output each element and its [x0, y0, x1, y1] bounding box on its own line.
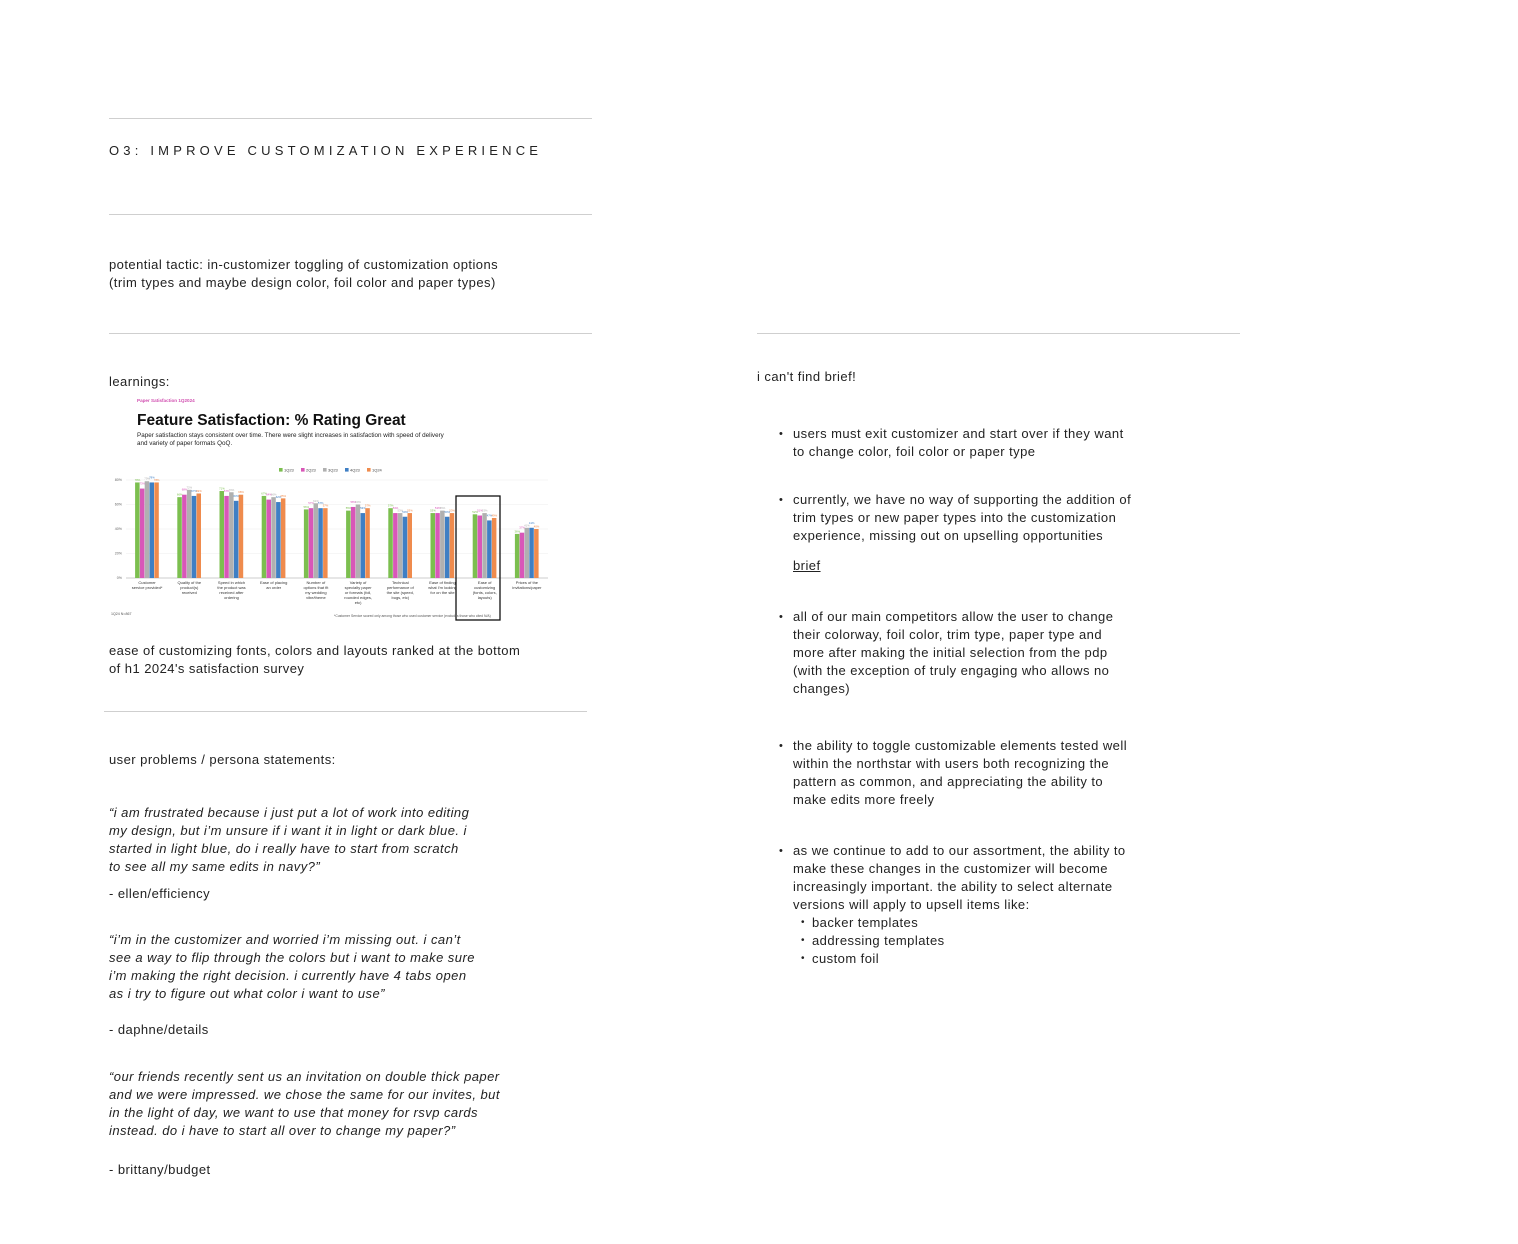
quote-author: - brittany/budget — [109, 1162, 211, 1177]
bar-value-label: 78% — [153, 477, 160, 482]
bullet-line: more after making the initial selection from the pdp — [793, 645, 1108, 660]
bullet-tested-well — [779, 737, 1199, 809]
bar — [534, 529, 539, 578]
quote-author: - daphne/details — [109, 1022, 209, 1037]
bullet-line: • currently, we have no way of supporting the addition of — [793, 492, 1132, 507]
y-tick-label: 60% — [114, 502, 122, 507]
bar-value-label: 57% — [317, 501, 324, 506]
quote-ellen — [109, 804, 579, 903]
brief-link-wrap — [793, 557, 821, 575]
bar-value-label: 57% — [322, 503, 329, 508]
bullet-line: • the ability to toggle customizable elements tested well — [793, 738, 1128, 753]
bar-value-label: 55% — [345, 506, 352, 511]
chart-kicker: Paper Satisfaction 1Q2024 — [137, 398, 195, 403]
bar-value-label: 55% — [439, 506, 446, 511]
bar-value-label: 50% — [444, 509, 451, 514]
bar-value-label: 57% — [364, 503, 371, 508]
bar — [346, 511, 351, 578]
bar-value-label: 53% — [430, 508, 436, 513]
bar-value-label: 57% — [387, 503, 394, 508]
bullet-line: pattern as common, and appreciating the ability to — [793, 774, 1104, 789]
bullet-line: trim types or new paper types into the customization — [793, 510, 1117, 525]
bar — [154, 482, 159, 578]
x-category-label: Number of options that fit my wedding vibe/theme — [303, 580, 329, 600]
x-category-label: Customer service provided* — [131, 580, 163, 590]
chart-title: Feature Satisfaction: % Rating Great — [137, 412, 406, 429]
chart-footnote: *Customer Service scored only among those who used customer service (excludes those who cited N/A) — [334, 614, 491, 618]
chart-base-note: 1Q24 N=867 — [111, 612, 132, 616]
chart-legend — [279, 467, 383, 472]
bullet-list-1 — [779, 425, 1199, 461]
bar — [187, 490, 192, 578]
quote-brittany — [109, 1068, 579, 1179]
bar-value-label: 62% — [275, 495, 282, 500]
bar — [150, 482, 155, 578]
feature-satisfaction-chart — [108, 393, 552, 623]
rule-under-heading — [109, 214, 592, 215]
bullet-line: to change color, foil color or paper type — [793, 444, 1036, 459]
bar-value-label: 70% — [228, 487, 235, 492]
problems-label: user problems / persona statements: — [109, 752, 336, 767]
bar — [267, 500, 272, 578]
bar-value-label: 47% — [486, 513, 493, 518]
bar — [229, 492, 234, 578]
y-tick-label: 0% — [116, 576, 122, 581]
bar-value-label: 67% — [223, 488, 230, 493]
bullet-line: • users must exit customizer and start over if they want — [793, 426, 1124, 441]
bullet-line: make these changes in the customizer will become — [793, 861, 1108, 876]
learnings-label: learnings: — [109, 374, 170, 389]
chart-subtitle-line-1: Paper satisfaction stays consistent over time. There were slight increases in satisfaction with speed of delivery — [137, 432, 444, 439]
legend-label: 2Q23 — [306, 467, 316, 473]
quote-line: i’m making the right decision. i currently have 4 tabs open — [109, 968, 467, 983]
sub-item-addressing-templates: • addressing templates — [801, 932, 1199, 950]
bullet-line: within the northstar with users both recognizing the — [793, 756, 1110, 771]
bar — [398, 513, 403, 578]
bar-value-label: 60% — [355, 500, 361, 504]
legend-swatch — [301, 468, 305, 472]
y-tick-label: 40% — [114, 527, 122, 532]
bar — [492, 518, 497, 578]
bar-value-label: 79% — [144, 476, 150, 481]
x-category-label: Ease of placing an order — [260, 580, 288, 590]
bar — [431, 513, 436, 578]
bar — [182, 495, 187, 578]
bar — [239, 495, 244, 578]
learnings-caption — [109, 642, 589, 678]
bar — [515, 534, 520, 578]
tactic-text — [109, 256, 589, 292]
bar — [135, 482, 140, 578]
bar-value-label: 53% — [392, 506, 399, 511]
bar-value-label: 72% — [186, 485, 193, 490]
bar — [224, 496, 229, 578]
quote-line: as i try to figure out what color i want to use” — [109, 986, 385, 1001]
bar-value-label: 52% — [472, 509, 478, 514]
bar — [140, 489, 145, 578]
bar-value-label: 68% — [181, 487, 188, 492]
quote-daphne — [109, 931, 579, 1039]
x-category-label: Variety of specialty paper or formats (foil, rounded edges, etc) — [344, 580, 373, 605]
quote-line: “our friends recently sent us an invitation on double thick paper — [109, 1069, 500, 1084]
bar — [403, 517, 408, 578]
chart-bars — [135, 475, 540, 578]
bar-value-label: 73% — [139, 481, 146, 486]
bar-value-label: 53% — [407, 508, 413, 513]
legend-swatch — [345, 468, 349, 472]
bar — [435, 513, 440, 578]
quote-line: and we were impressed. we chose the same for our invites, but — [109, 1087, 500, 1102]
bullet-line: their colorway, foil color, trim type, paper type and — [793, 627, 1103, 642]
bar-value-label: 53% — [449, 508, 455, 513]
sub-item-backer-templates: • backer templates — [801, 914, 1199, 932]
bar — [262, 496, 267, 578]
quote-line: “i am frustrated because i just put a lot of work into editing — [109, 805, 470, 820]
bar — [365, 508, 370, 578]
bar — [192, 496, 197, 578]
quote-line: to see all my same edits in navy?” — [109, 859, 321, 874]
bullet-assortment — [779, 842, 1199, 968]
bar — [271, 497, 276, 578]
bar-value-label: 53% — [360, 506, 366, 511]
bar-value-label: 66% — [176, 492, 183, 497]
bar-value-label: 40% — [533, 524, 540, 529]
bar-value-label: 57% — [308, 501, 314, 506]
chart-subtitle-line-2: and variety of paper formats QoQ. — [137, 440, 233, 447]
rule-top — [109, 118, 592, 119]
quote-line: “i’m in the customizer and worried i’m missing out. i can’t — [109, 932, 461, 947]
legend-swatch — [279, 468, 283, 472]
bar — [520, 533, 525, 578]
quote-line: see a way to flip through the colors but i want to make sure — [109, 950, 475, 965]
bar-value-label: 78% — [134, 477, 141, 482]
bar — [318, 508, 323, 578]
section-heading: O3: IMPROVE CUSTOMIZATION EXPERIENCE — [109, 143, 543, 158]
x-category-label: Quality of the product(s) received — [177, 580, 202, 595]
bar — [309, 508, 314, 578]
sub-item-custom-foil: • custom foil — [801, 950, 1199, 968]
bar — [482, 513, 487, 578]
bar — [304, 509, 309, 578]
bar-value-label: 41% — [524, 523, 530, 528]
bar — [234, 501, 239, 578]
bar — [525, 528, 530, 578]
bullet-list-2 — [779, 491, 1199, 545]
bar — [361, 513, 366, 578]
bullet-list-5 — [779, 842, 1199, 968]
caption-line-2: of h1 2024's satisfaction survey — [109, 661, 305, 676]
bar — [220, 491, 225, 578]
bar-value-label: 53% — [481, 508, 488, 513]
bar — [487, 520, 492, 578]
brief-link[interactable]: brief — [793, 558, 821, 573]
bar — [440, 511, 445, 578]
bar-value-label: 78% — [149, 475, 155, 480]
rule-under-tactic — [109, 333, 592, 334]
quote-line: started in light blue, do i really have to start from scratch — [109, 841, 459, 856]
bar-value-label: 66% — [270, 492, 277, 497]
tactic-line-2: (trim types and maybe design color, foil color and paper types) — [109, 275, 496, 290]
bar-value-label: 61% — [313, 498, 319, 503]
bar-value-label: 51% — [477, 508, 483, 513]
bullet-list-3 — [779, 608, 1199, 698]
y-tick-label: 80% — [114, 478, 122, 483]
bullet-line: make edits more freely — [793, 792, 935, 807]
bullet-line: changes) — [793, 681, 851, 696]
bullet-exit-customizer — [779, 425, 1199, 461]
bar — [478, 516, 483, 578]
bar — [473, 514, 478, 578]
bar — [314, 503, 319, 578]
bar — [529, 528, 534, 578]
quote-line: my design, but i’m unsure if i want it in light or dark blue. i — [109, 823, 467, 838]
bar-value-label: 68% — [238, 490, 244, 495]
bar — [351, 507, 356, 578]
caption-line-1: ease of customizing fonts, colors and layouts ranked at the bottom — [109, 643, 521, 658]
bar-value-label: 41% — [528, 520, 535, 525]
brief-note: i can't find brief! — [757, 369, 857, 384]
legend-label: 1Q23 — [284, 467, 294, 473]
quote-author: - ellen/efficiency — [109, 886, 211, 901]
legend-swatch — [367, 468, 371, 472]
x-category-label: Technical performance of the site (speed, bugs, etc) — [386, 580, 414, 600]
bar — [323, 508, 328, 578]
bar-value-label: 37% — [519, 525, 525, 530]
legend-label: 3Q23 — [328, 467, 338, 473]
x-category-label: Prices of the invitations/paper — [512, 580, 542, 590]
upsell-sub-list — [793, 914, 1199, 968]
bullet-line: experience, missing out on upselling opportunities — [793, 528, 1104, 543]
bullet-line: (with the exception of truly engaging who allows no — [793, 663, 1110, 678]
bar — [388, 508, 393, 578]
bar — [145, 481, 150, 578]
bar-value-label: 49% — [491, 513, 498, 518]
bar-value-label: 64% — [266, 492, 272, 497]
legend-label: 4Q23 — [350, 467, 360, 473]
x-category-label: Ease of customizing (fonts, colors, layouts) — [472, 580, 497, 600]
bar — [356, 505, 361, 579]
x-category-label: Ease of finding what I'm looking for on the site — [428, 580, 457, 595]
bar — [177, 497, 182, 578]
bar — [197, 493, 202, 578]
bullet-line: • all of our main competitors allow the user to change — [793, 609, 1114, 624]
bar-value-label: 67% — [191, 488, 197, 493]
bullet-list-4 — [779, 737, 1199, 809]
bar — [393, 513, 398, 578]
bar — [408, 513, 413, 578]
bar — [445, 517, 450, 578]
quote-line: instead. do i have to start all over to change my paper?” — [109, 1123, 456, 1138]
bar-value-label: 65% — [280, 493, 287, 498]
rule-right-column — [757, 333, 1240, 334]
bar-value-label: 50% — [402, 509, 408, 514]
bullet-line: • as we continue to add to our assortment, the ability to — [793, 843, 1126, 858]
rule-under-learnings — [104, 711, 587, 712]
bar-value-label: 69% — [196, 488, 202, 493]
x-category-label: Speed in which the product was received after ordering — [217, 580, 246, 600]
bar-value-label: 63% — [233, 493, 240, 498]
quote-line: in the light of day, we want to use that money for rsvp cards — [109, 1105, 478, 1120]
bullet-line: increasingly important. the ability to select alternate — [793, 879, 1113, 894]
chart-category-labels — [132, 580, 542, 605]
tactic-line-1: potential tactic: in-customizer toggling of customization options — [109, 257, 499, 272]
y-tick-label: 20% — [114, 551, 122, 556]
bullet-competitors — [779, 608, 1199, 698]
bar-value-label: 53% — [434, 506, 441, 511]
legend-label: 1Q24 — [372, 467, 382, 473]
bullet-line: versions will apply to upsell items like: — [793, 897, 1030, 912]
bar — [281, 498, 286, 578]
bar-value-label: 71% — [219, 486, 225, 491]
bar-value-label: 56% — [303, 504, 310, 509]
bar-value-label: 58% — [350, 499, 357, 504]
legend-swatch — [323, 468, 327, 472]
bar-value-label: 53% — [397, 508, 404, 513]
bar — [450, 513, 455, 578]
bar — [276, 502, 281, 578]
bar-value-label: 36% — [514, 529, 521, 534]
bar-value-label: 67% — [261, 491, 267, 496]
bullet-no-support — [779, 491, 1199, 545]
